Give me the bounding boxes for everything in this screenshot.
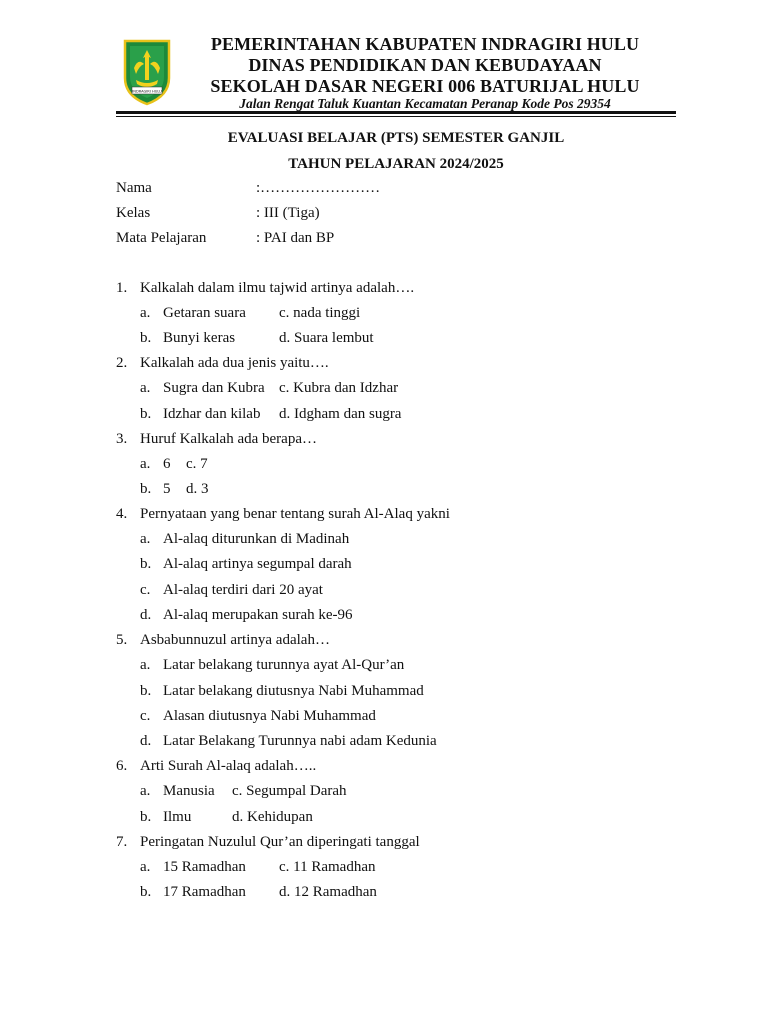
option-letter: b.: [140, 406, 152, 422]
option-c: c. 7: [186, 456, 208, 472]
option-text: Ilmu: [163, 809, 192, 825]
option-text: Manusia: [163, 783, 215, 799]
option-text: Al-alaq diturunkan di Madinah: [163, 531, 350, 547]
question-number: 5.: [116, 632, 128, 648]
option-text: 5: [163, 481, 171, 497]
option-c: c. nada tinggi: [279, 305, 361, 321]
option-text: Latar belakang turunnya ayat Al-Qur’an: [163, 657, 405, 673]
question-number: 1.: [116, 280, 128, 296]
option-letter: b.: [140, 683, 152, 699]
question-number: 3.: [116, 431, 128, 447]
option-d: d. Idgham dan sugra: [279, 406, 402, 422]
option-text: Idzhar dan kilab: [163, 406, 261, 422]
info-label: Mata Pelajaran: [116, 230, 207, 246]
emblem-banner-text: INDRAGIRI HULU: [132, 89, 162, 94]
option-letter: d.: [140, 607, 152, 623]
option-text: 15 Ramadhan: [163, 859, 246, 875]
option-text: Al-alaq terdiri dari 20 ayat: [163, 582, 323, 598]
exam-title: EVALUASI BELAJAR (PTS) SEMESTER GANJIL: [227, 130, 565, 146]
option-letter: a.: [140, 305, 151, 321]
header-divider-thin: [116, 116, 676, 117]
option-d: d. 12 Ramadhan: [279, 884, 377, 900]
option-d: d. Kehidupan: [232, 809, 313, 825]
question-text: Huruf Kalkalah ada berapa…: [140, 431, 317, 447]
option-text: Al-alaq artinya segumpal darah: [163, 556, 352, 572]
option-letter: a.: [140, 859, 151, 875]
question-text: Kalkalah ada dua jenis yaitu….: [140, 355, 329, 371]
option-letter: a.: [140, 456, 151, 472]
option-c: c. Segumpal Darah: [232, 783, 347, 799]
question-text: Asbabunnuzul artinya adalah…: [140, 632, 330, 648]
option-text: Getaran suara: [163, 305, 246, 321]
letterhead: [116, 34, 676, 116]
option-letter: a.: [140, 531, 151, 547]
option-text: Bunyi keras: [163, 330, 236, 346]
option-text: Sugra dan Kubra: [163, 380, 265, 396]
option-letter: a.: [140, 657, 151, 673]
header-address: Jalan Rengat Taluk Kuantan Kecamatan Peranap Kode Pos 29354: [239, 96, 611, 111]
question-number: 6.: [116, 758, 128, 774]
option-letter: b.: [140, 481, 152, 497]
info-value: :……………………: [256, 180, 381, 196]
info-label: Kelas: [116, 205, 151, 221]
header-divider-thick: [116, 111, 676, 114]
option-c: c. 11 Ramadhan: [279, 859, 376, 875]
header-line-2: DINAS PENDIDIKAN DAN KEBUDAYAAN: [248, 55, 602, 75]
question-text: Peringatan Nuzulul Qur’an diperingati tanggal: [140, 834, 420, 850]
option-text: 6: [163, 456, 171, 472]
info-label: Nama: [116, 180, 152, 196]
regency-emblem-icon: [122, 38, 172, 106]
option-text: Latar Belakang Turunnya nabi adam Kedunia: [163, 733, 437, 749]
option-letter: b.: [140, 809, 152, 825]
option-letter: b.: [140, 556, 152, 572]
option-c: c. Kubra dan Idzhar: [279, 380, 399, 396]
option-letter: b.: [140, 884, 152, 900]
option-letter: c.: [140, 708, 151, 724]
question-text: Kalkalah dalam ilmu tajwid artinya adalah….: [140, 280, 415, 296]
option-text: Alasan diutusnya Nabi Muhammad: [163, 708, 376, 724]
header-line-3: SEKOLAH DASAR NEGERI 006 BATURIJAL HULU: [210, 76, 640, 96]
question-number: 4.: [116, 506, 128, 522]
option-letter: a.: [140, 783, 151, 799]
question-number: 2.: [116, 355, 128, 371]
option-letter: c.: [140, 582, 151, 598]
question-text: Arti Surah Al-alaq adalah…..: [140, 758, 317, 774]
option-text: Al-alaq merupakan surah ke-96: [163, 607, 353, 623]
option-d: d. 3: [186, 481, 209, 497]
info-value: : III (Tiga): [256, 205, 320, 221]
question-number: 7.: [116, 834, 128, 850]
option-letter: b.: [140, 330, 152, 346]
school-year: TAHUN PELAJARAN 2024/2025: [288, 156, 504, 172]
option-letter: d.: [140, 733, 152, 749]
info-value: : PAI dan BP: [256, 230, 335, 246]
header-line-1: PEMERINTAHAN KABUPATEN INDRAGIRI HULU: [210, 34, 640, 54]
question-text: Pernyataan yang benar tentang surah Al-Alaq yakni: [140, 506, 450, 522]
option-letter: a.: [140, 380, 151, 396]
option-d: d. Suara lembut: [279, 330, 374, 346]
option-text: 17 Ramadhan: [163, 884, 246, 900]
option-text: Latar belakang diutusnya Nabi Muhammad: [163, 683, 424, 699]
